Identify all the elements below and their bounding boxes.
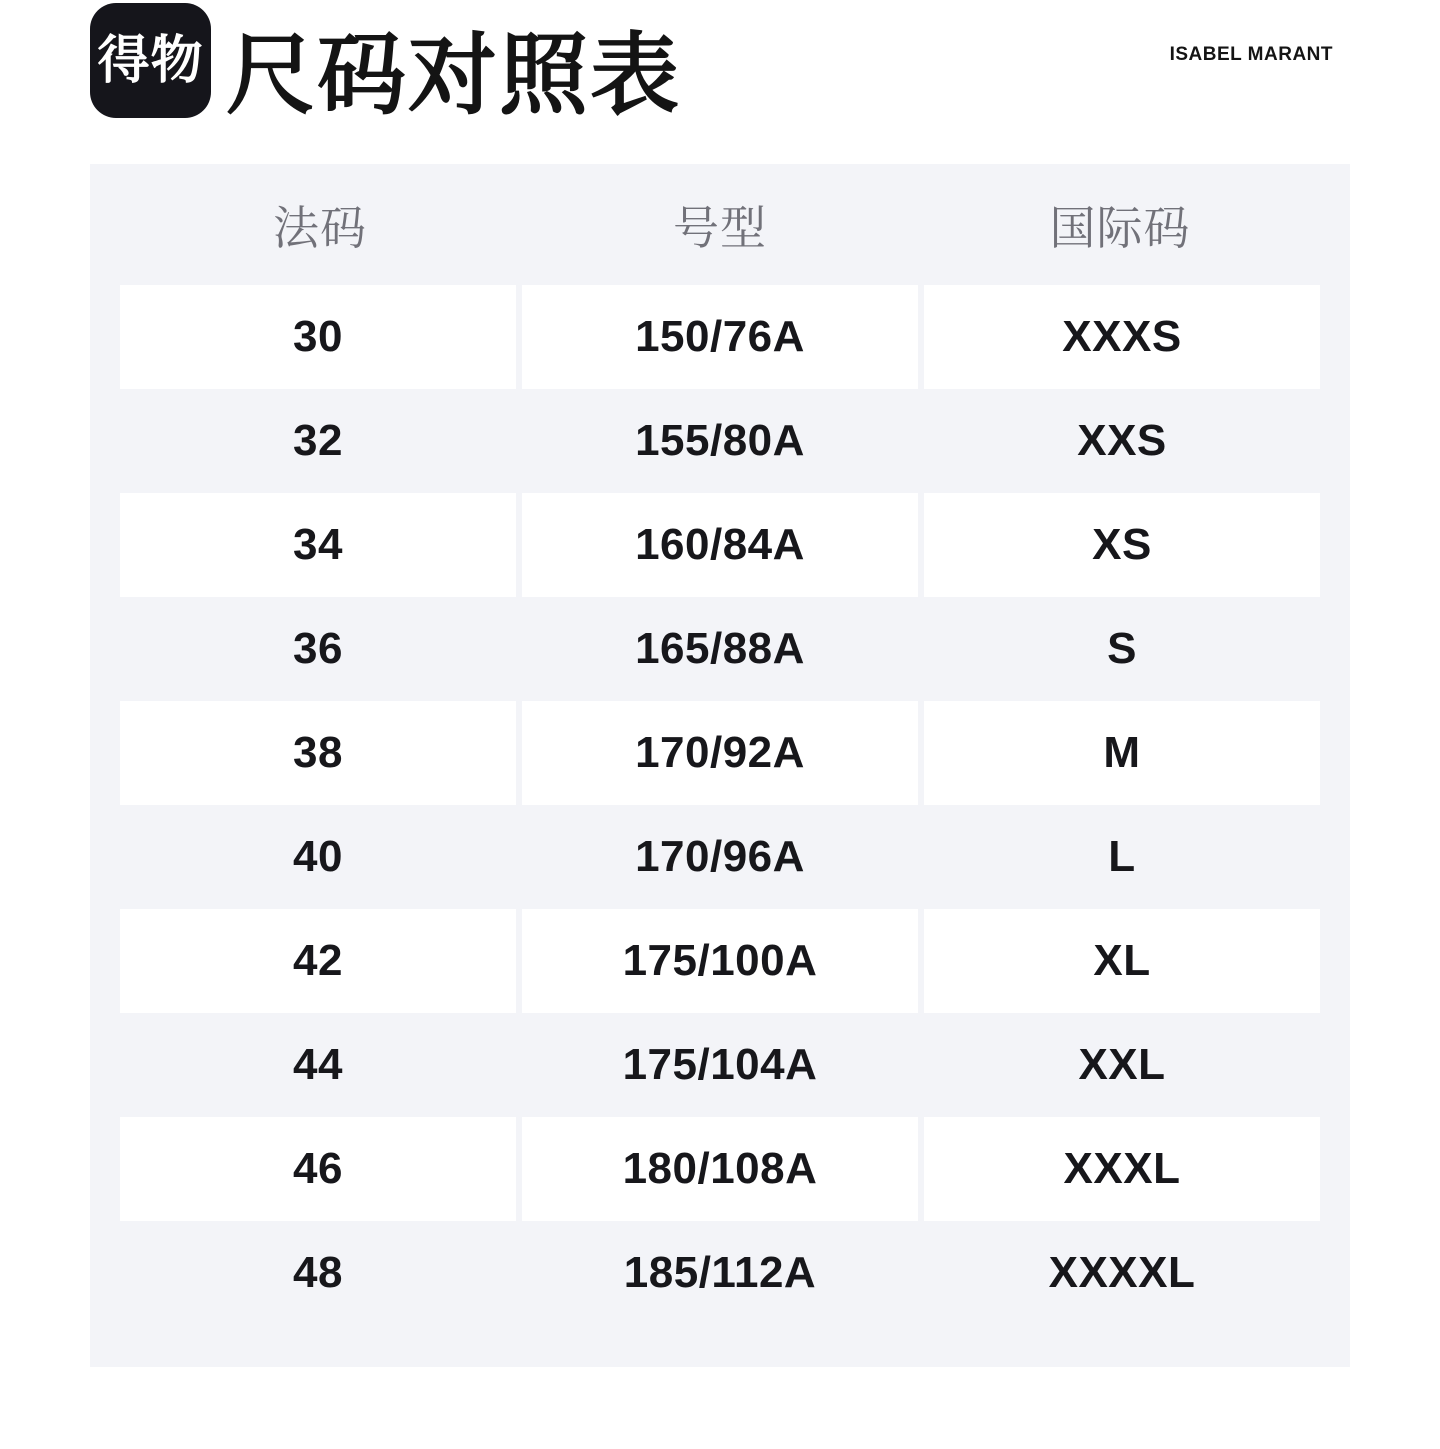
cell-size-type: 155/80A	[635, 416, 805, 465]
page-title: 尺码对照表	[226, 24, 681, 125]
dewu-logo	[90, 3, 211, 118]
table-row	[120, 909, 1320, 1013]
cell-intl-size: L	[1108, 832, 1136, 881]
table-row	[120, 1117, 1320, 1221]
cell-size-type: 175/104A	[622, 1040, 818, 1089]
cell-size-type: 165/88A	[635, 624, 805, 673]
cell-intl-size: XXXS	[924, 285, 1320, 389]
cell-size-type: 170/92A	[522, 701, 918, 805]
cell-size-type: 160/84A	[522, 493, 918, 597]
cell-intl-size: XXL	[1078, 1040, 1166, 1089]
table-row	[120, 805, 1320, 909]
cell-size-type: 175/100A	[522, 909, 918, 1013]
cell-intl-size: XL	[924, 909, 1320, 1013]
column-header-intl-size: 国际码	[1049, 201, 1191, 254]
cell-size-type: 180/108A	[522, 1117, 918, 1221]
table-body	[120, 285, 1320, 1325]
cell-intl-size: XXXL	[924, 1117, 1320, 1221]
cell-size-type: 185/112A	[623, 1248, 817, 1297]
cell-intl-size: XXS	[1077, 416, 1167, 465]
cell-intl-size: XXXXL	[1048, 1248, 1196, 1297]
cell-french-size: 34	[120, 493, 516, 597]
cell-french-size: 42	[120, 909, 516, 1013]
table-row	[120, 701, 1320, 805]
size-comparison-table	[90, 164, 1350, 1367]
table-row	[120, 493, 1320, 597]
cell-french-size: 46	[120, 1117, 516, 1221]
table-row	[120, 597, 1320, 701]
column-header-size-type: 号型	[673, 201, 767, 254]
cell-french-size: 48	[293, 1248, 343, 1297]
table-row	[120, 389, 1320, 493]
cell-french-size: 32	[293, 416, 343, 465]
table-row	[120, 285, 1320, 389]
brand-name: ISABEL MARANT	[1169, 44, 1333, 65]
column-header-french-size: 法码	[273, 201, 367, 254]
table-row	[120, 1013, 1320, 1117]
dewu-logo-text: 得物	[97, 31, 204, 90]
cell-french-size: 38	[120, 701, 516, 805]
table-row	[120, 1221, 1320, 1325]
cell-intl-size: XS	[924, 493, 1320, 597]
table-header-row	[120, 164, 1320, 285]
cell-size-type: 150/76A	[522, 285, 918, 389]
page-header	[0, 0, 1440, 164]
cell-french-size: 44	[293, 1040, 343, 1089]
cell-size-type: 170/96A	[635, 832, 805, 881]
cell-intl-size: S	[1107, 624, 1137, 673]
cell-intl-size: M	[924, 701, 1320, 805]
cell-french-size: 36	[293, 624, 343, 673]
cell-french-size: 40	[293, 832, 343, 881]
cell-french-size: 30	[120, 285, 516, 389]
